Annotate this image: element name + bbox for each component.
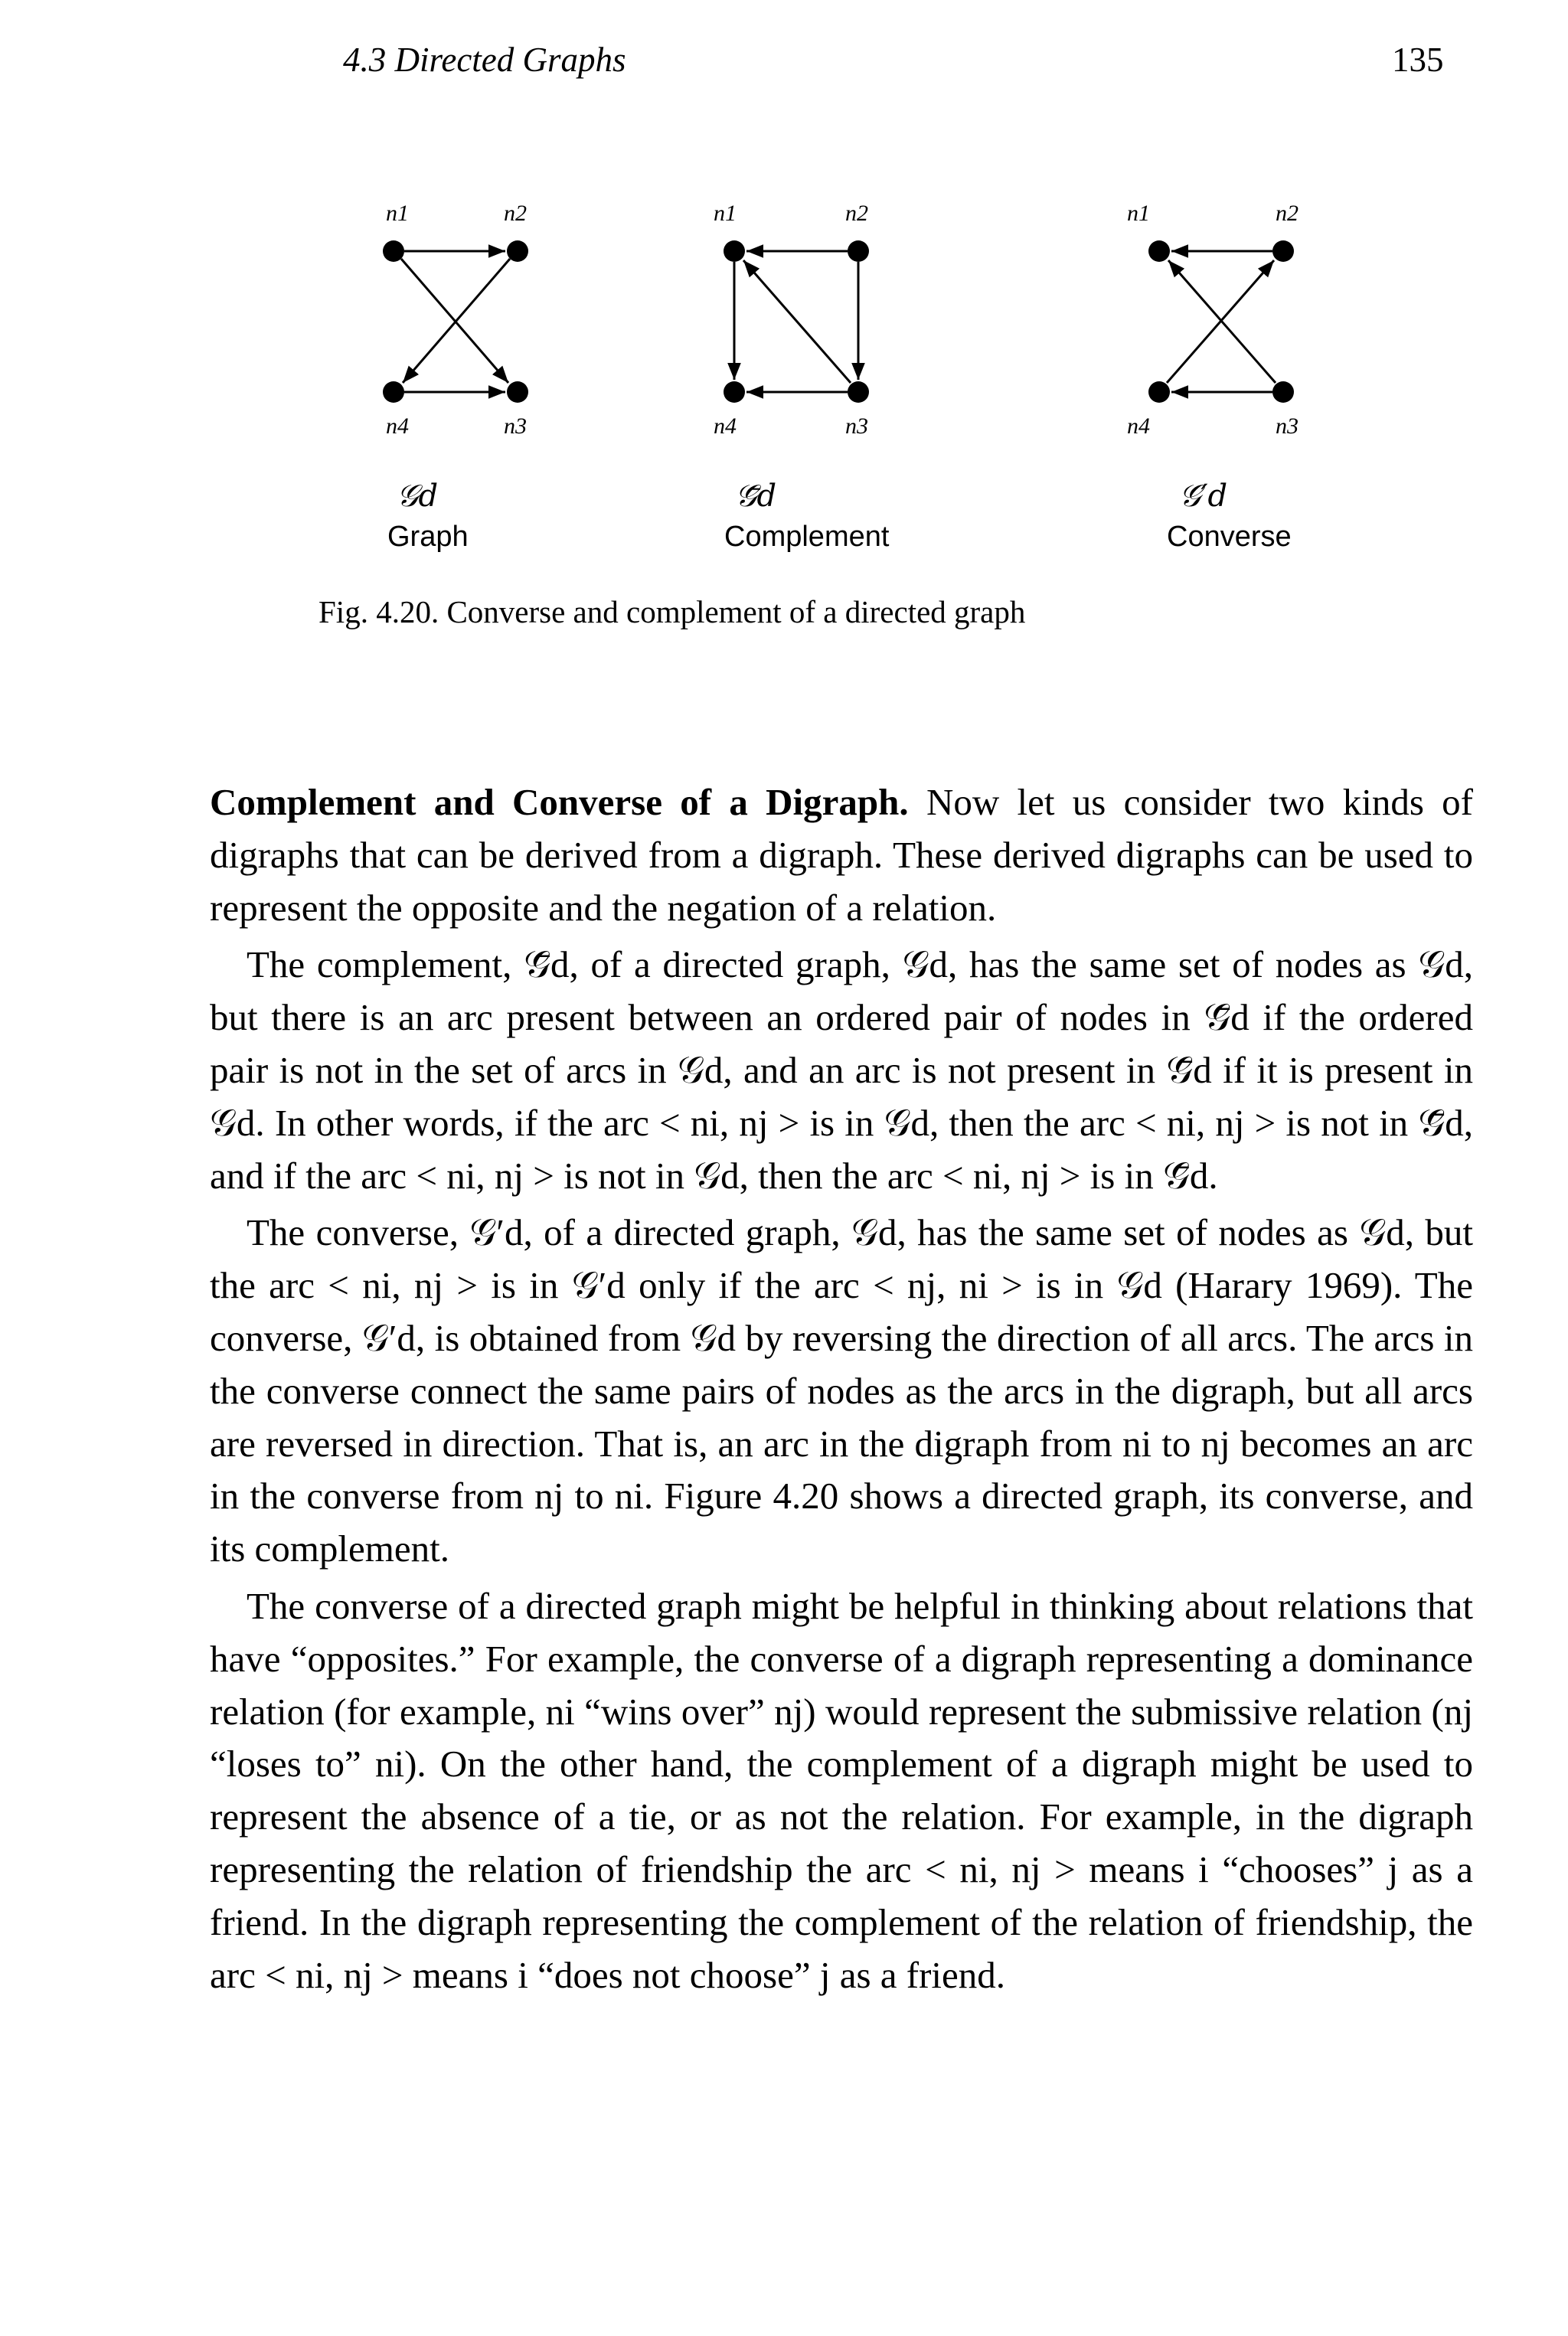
panel1-arc-n1-n3 <box>401 259 508 383</box>
panel3-n2-label: n2 <box>1276 201 1298 226</box>
panel3-n3-label: n3 <box>1276 413 1298 439</box>
panel3-n1-label: n1 <box>1127 201 1150 226</box>
panel3-arc-n3-n1 <box>1168 260 1276 383</box>
panel1-node-n2 <box>507 240 528 262</box>
panel2-node-n4 <box>724 381 745 403</box>
panel3-n4-label: n4 <box>1127 413 1150 439</box>
panel1-n2-label: n2 <box>504 201 527 226</box>
panel2-n3-label: n3 <box>845 413 868 439</box>
panel1-symbol: 𝒢d <box>397 479 439 514</box>
paragraph-3: The converse, 𝒢′d, of a directed graph, 𝒢d, has the same set of nodes as 𝒢d, but the arc < ni, nj > is in 𝒢′d only if the arc < nj, ni > is in 𝒢d (Harary 1969). The converse, 𝒢′d, is obtained from 𝒢d by reversing the direction of all arcs. The arcs in the converse connect the same pairs of nodes as the arcs in the digraph, but all arcs are reversed in direction. That is, an arc in the digraph from ni to nj becomes an arc in the converse from nj to ni. Figure 4.20 shows a directed graph, its converse, and its complement. <box>210 1211 1473 1570</box>
panel2-node-n1 <box>724 240 745 262</box>
figure-caption: Fig. 4.20. Converse and complement of a directed graph <box>318 594 1026 629</box>
panel1-n1-label: n1 <box>386 201 409 226</box>
panel2-symbol: 𝒢̄d <box>735 479 777 514</box>
panel2-arc-n3-n1 <box>743 260 851 383</box>
panel3-node-n2 <box>1272 240 1294 262</box>
panel1-digraph <box>375 230 551 413</box>
panel2-n4-label: n4 <box>714 413 737 439</box>
figure-4-20 <box>0 0 1568 689</box>
panel1-arc-n2-n4 <box>403 259 510 383</box>
panel3-arc-n4-n2 <box>1167 260 1274 383</box>
paragraph-4: The converse of a directed graph might be helpful in thinking about relations that have “opposites.” For example, the converse of a digraph representing a dominance relation (for example, ni “wins over” nj) would represent the submissive relation (nj “loses to” ni). On the other hand, the complement of a digraph might be used to represent the absence of a tie, or as not the relation. For example, in the digraph representing the relation of friendship the arc < ni, nj > means i “chooses” j as a friend. In the digraph representing the complement of the relation of friendship, the arc < ni, nj > means i “does not choose” j as a friend. <box>210 1584 1473 1996</box>
panel1-node-n1 <box>383 240 404 262</box>
panel2-node-n3 <box>848 381 869 403</box>
panel2-node-n2 <box>848 240 869 262</box>
panel1-node-n3 <box>507 381 528 403</box>
panel2-caption: Complement <box>724 521 890 553</box>
page-number: 135 <box>1392 41 1444 79</box>
panel3-node-n4 <box>1148 381 1170 403</box>
section-heading: Complement and Converse of a Digraph. <box>210 781 909 823</box>
paragraph-1: Complement and Converse of a Digraph. Now let us consider two kinds of digraphs that can be derived from a digraph. These derived digraphs can be used to represent the opposite and the negation of a relation. <box>210 781 1473 929</box>
panel3-node-n1 <box>1148 240 1170 262</box>
paragraph-2: The complement, 𝒢̄d, of a directed graph, 𝒢d, has the same set of nodes as 𝒢d, but there is an arc present between an ordered pair of nodes in 𝒢̄d if the ordered pair is not in the set of arcs in 𝒢d, and an arc is not present in 𝒢̄d if it is present in 𝒢d. In other words, if the arc < ni, nj > is in 𝒢d, then the arc < ni, nj > is not in 𝒢̄d, and if the arc < ni, nj > is not in 𝒢d, then the arc < ni, nj > is in 𝒢̄d. <box>210 943 1473 1197</box>
panel3-caption: Converse <box>1167 521 1292 553</box>
panel1-n4-label: n4 <box>386 413 409 439</box>
panel2-digraph <box>716 230 892 413</box>
panel1-node-n4 <box>383 381 404 403</box>
panel1-n3-label: n3 <box>504 413 527 439</box>
panel3-digraph <box>1141 230 1317 413</box>
running-head: 4.3 Directed Graphs <box>343 41 626 79</box>
body-text <box>210 776 1473 2001</box>
panel3-symbol: 𝒢′d <box>1179 479 1228 514</box>
panel3-node-n3 <box>1272 381 1294 403</box>
panel1-caption: Graph <box>387 521 469 553</box>
panel2-n2-label: n2 <box>845 201 868 226</box>
panel2-n1-label: n1 <box>714 201 737 226</box>
